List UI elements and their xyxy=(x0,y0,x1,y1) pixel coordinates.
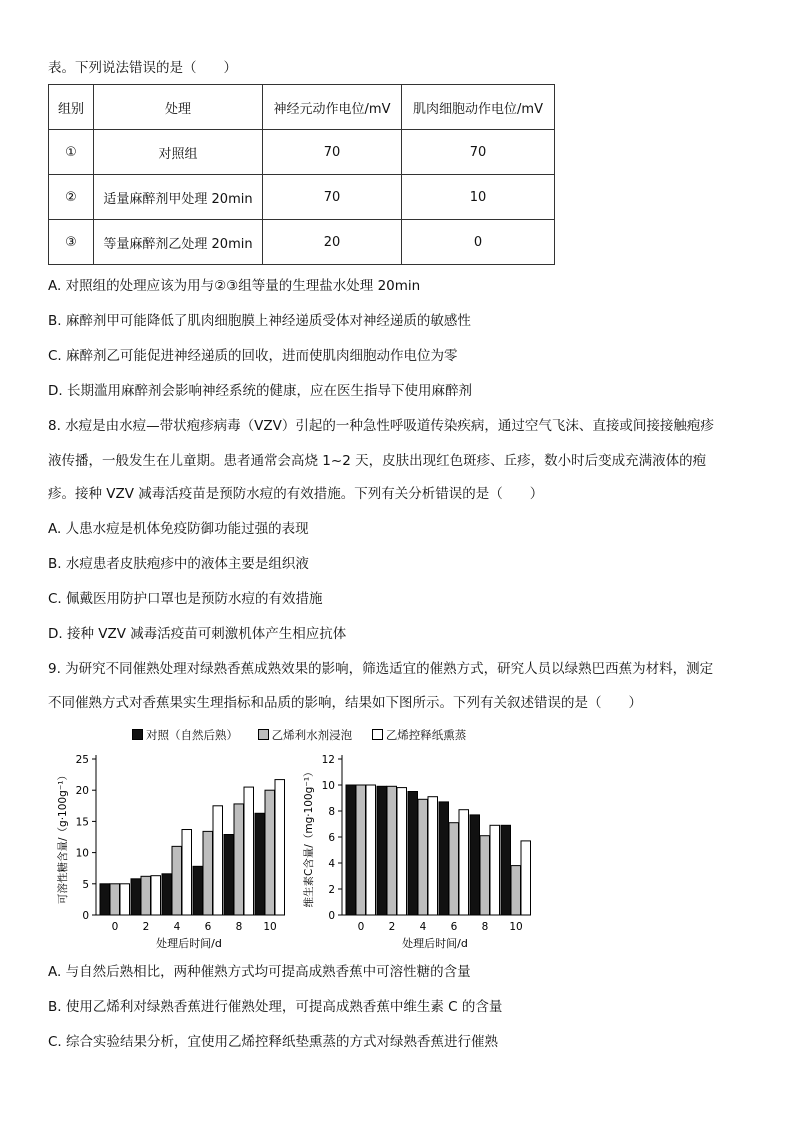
table-header-row xyxy=(49,85,555,130)
q9-option-b: B. 使用乙烯利对绿熟香蕉进行催熟处理，可提高成熟香蕉中维生素 C 的含量 xyxy=(48,999,503,1015)
table-cell: 10 xyxy=(402,175,555,220)
x-tick-label: 0 xyxy=(357,921,365,933)
y-tick-label: 12 xyxy=(321,754,335,766)
bar xyxy=(141,876,151,915)
table-header-cell: 肌肉细胞动作电位/mV xyxy=(402,85,555,130)
y-tick-label: 0 xyxy=(82,910,89,922)
table-cell: 70 xyxy=(263,175,402,220)
table-cell: 适量麻醉剂甲处理 20min xyxy=(94,175,263,220)
q9-option-a: A. 与自然后熟相比，两种催熟方式均可提高成熟香蕉中可溶性糖的含量 xyxy=(48,964,471,980)
bar xyxy=(439,802,449,915)
y-tick-label: 2 xyxy=(328,884,335,896)
bar xyxy=(418,799,428,915)
bar xyxy=(172,846,182,915)
bar xyxy=(490,825,500,915)
y-tick-label: 5 xyxy=(82,878,89,891)
y-tick-label: 6 xyxy=(328,832,335,844)
bar xyxy=(265,790,275,915)
bar xyxy=(511,866,521,915)
table-cell: 70 xyxy=(263,130,402,175)
bar xyxy=(521,841,531,915)
y-tick-label: 20 xyxy=(75,785,89,798)
y-axis-label: 可溶性糖含量/（g·100g⁻¹） xyxy=(57,770,69,904)
q8-option-b: B. 水痘患者皮肤疱疹中的液体主要是组织液 xyxy=(48,556,309,572)
bar xyxy=(397,788,407,915)
bar xyxy=(377,786,387,915)
bar xyxy=(408,792,418,916)
y-axis-label: 维生素C含量/（mg·100g⁻¹） xyxy=(303,766,315,908)
x-tick-label: 4 xyxy=(419,921,427,933)
table-cell: 对照组 xyxy=(94,130,263,175)
bar xyxy=(203,831,213,915)
x-tick-label: 2 xyxy=(388,921,396,933)
y-tick-label: 10 xyxy=(75,847,89,860)
table-cell: ① xyxy=(49,130,94,175)
y-tick-label: 15 xyxy=(75,816,89,829)
question-intro: 表。下列说法错误的是（ ） xyxy=(48,60,237,76)
x-tick-label: 0 xyxy=(111,921,119,933)
table-header-cell: 神经元动作电位/mV xyxy=(263,85,402,130)
x-axis-label: 处理后时间/d xyxy=(156,937,222,950)
table-header-cell: 处理 xyxy=(94,85,263,130)
chart-vitamin-c xyxy=(296,745,536,957)
y-tick-label: 4 xyxy=(328,858,335,870)
q7-option-a: A. 对照组的处理应该为用与②③组等量的生理盐水处理 20min xyxy=(48,278,421,294)
bar xyxy=(255,813,265,915)
legend-label: 乙烯控释纸熏蒸 xyxy=(385,728,467,742)
y-tick-label: 0 xyxy=(328,910,335,922)
bar xyxy=(387,786,397,915)
bar xyxy=(366,785,376,915)
y-tick-label: 10 xyxy=(321,780,335,792)
bar xyxy=(501,825,511,915)
x-tick-label: 6 xyxy=(204,921,212,933)
x-tick-label: 4 xyxy=(173,921,181,933)
bar xyxy=(480,836,490,915)
table-row xyxy=(49,130,555,175)
table-cell: 0 xyxy=(402,220,555,265)
x-tick-label: 10 xyxy=(263,921,277,933)
q9-option-c: C. 综合实验结果分析，宜使用乙烯控释纸垫熏蒸的方式对绿熟香蕉进行催熟 xyxy=(48,1034,499,1050)
bar xyxy=(346,785,356,915)
bar xyxy=(459,810,469,915)
bar xyxy=(193,866,203,915)
bar xyxy=(131,879,141,915)
bar xyxy=(356,785,366,915)
chart-legend xyxy=(132,727,482,743)
legend-label: 乙烯利水剂浸泡 xyxy=(271,728,353,742)
x-tick-label: 10 xyxy=(509,921,523,933)
bar xyxy=(275,780,285,915)
bar xyxy=(182,830,192,915)
bar xyxy=(213,806,223,915)
x-tick-label: 2 xyxy=(142,921,150,933)
bar xyxy=(120,884,130,915)
x-tick-label: 8 xyxy=(481,921,489,933)
table-row xyxy=(49,220,555,265)
legend-swatch xyxy=(372,729,383,740)
bar xyxy=(234,804,244,915)
bar xyxy=(162,874,172,915)
bar xyxy=(151,876,161,915)
bar xyxy=(100,884,110,915)
table-cell: ③ xyxy=(49,220,94,265)
legend-item-ethephon xyxy=(258,728,353,742)
q9-stem-line: 不同催熟方式对香蕉果实生理指标和品质的影响，结果如下图所示。下列有关叙述错误的是（ ） xyxy=(48,695,642,711)
legend-item-control xyxy=(132,728,238,742)
legend-label: 对照（自然后熟） xyxy=(146,728,238,742)
legend-item-release-paper xyxy=(372,728,467,742)
x-axis-label: 处理后时间/d xyxy=(402,937,468,950)
q8-stem-line: 疹。接种 VZV 减毒活疫苗是预防水痘的有效措施。下列有关分析错误的是（ ） xyxy=(48,486,544,502)
table-header-cell: 组别 xyxy=(49,85,94,130)
y-tick-label: 8 xyxy=(328,806,335,818)
table-row xyxy=(49,175,555,220)
table-cell: 20 xyxy=(263,220,402,265)
bar xyxy=(244,787,254,915)
q8-option-d: D. 接种 VZV 减毒活疫苗可刺激机体产生相应抗体 xyxy=(48,626,347,642)
bar xyxy=(470,815,480,915)
x-tick-label: 8 xyxy=(235,921,243,933)
data-table xyxy=(48,84,555,265)
legend-swatch xyxy=(132,729,143,740)
chart-soluble-sugar xyxy=(50,745,290,957)
bar xyxy=(224,835,234,915)
q8-option-a: A. 人患水痘是机体免疫防御功能过强的表现 xyxy=(48,521,309,537)
q8-stem-line: 液传播，一般发生在儿童期。患者通常会高烧 1~2 天，皮肤出现红色斑疹、丘疹，数小时后变成充满液体的疱 xyxy=(48,453,707,469)
q9-stem-line: 9. 为研究不同催熟处理对绿熟香蕉成熟效果的影响，筛选适宜的催熟方式，研究人员以绿熟巴西蕉为材料，测定 xyxy=(48,661,714,677)
q7-option-d: D. 长期滥用麻醉剂会影响神经系统的健康，应在医生指导下使用麻醉剂 xyxy=(48,383,472,399)
q8-stem-line: 8. 水痘是由水痘—带状疱疹病毒（VZV）引起的一种急性呼吸道传染疾病，通过空气飞沫、直接或间接接触疱疹 xyxy=(48,418,714,434)
bar xyxy=(449,823,459,915)
q8-option-c: C. 佩戴医用防护口罩也是预防水痘的有效措施 xyxy=(48,591,323,607)
legend-swatch xyxy=(258,729,269,740)
q7-option-b: B. 麻醉剂甲可能降低了肌肉细胞膜上神经递质受体对神经递质的敏感性 xyxy=(48,313,471,329)
bar xyxy=(428,797,438,915)
table-cell: ② xyxy=(49,175,94,220)
q7-option-c: C. 麻醉剂乙可能促进神经递质的回收，进而使肌肉细胞动作电位为零 xyxy=(48,348,458,364)
table-cell: 等量麻醉剂乙处理 20min xyxy=(94,220,263,265)
x-tick-label: 6 xyxy=(450,921,458,933)
bar xyxy=(110,884,120,915)
table-cell: 70 xyxy=(402,130,555,175)
y-tick-label: 25 xyxy=(75,754,89,766)
